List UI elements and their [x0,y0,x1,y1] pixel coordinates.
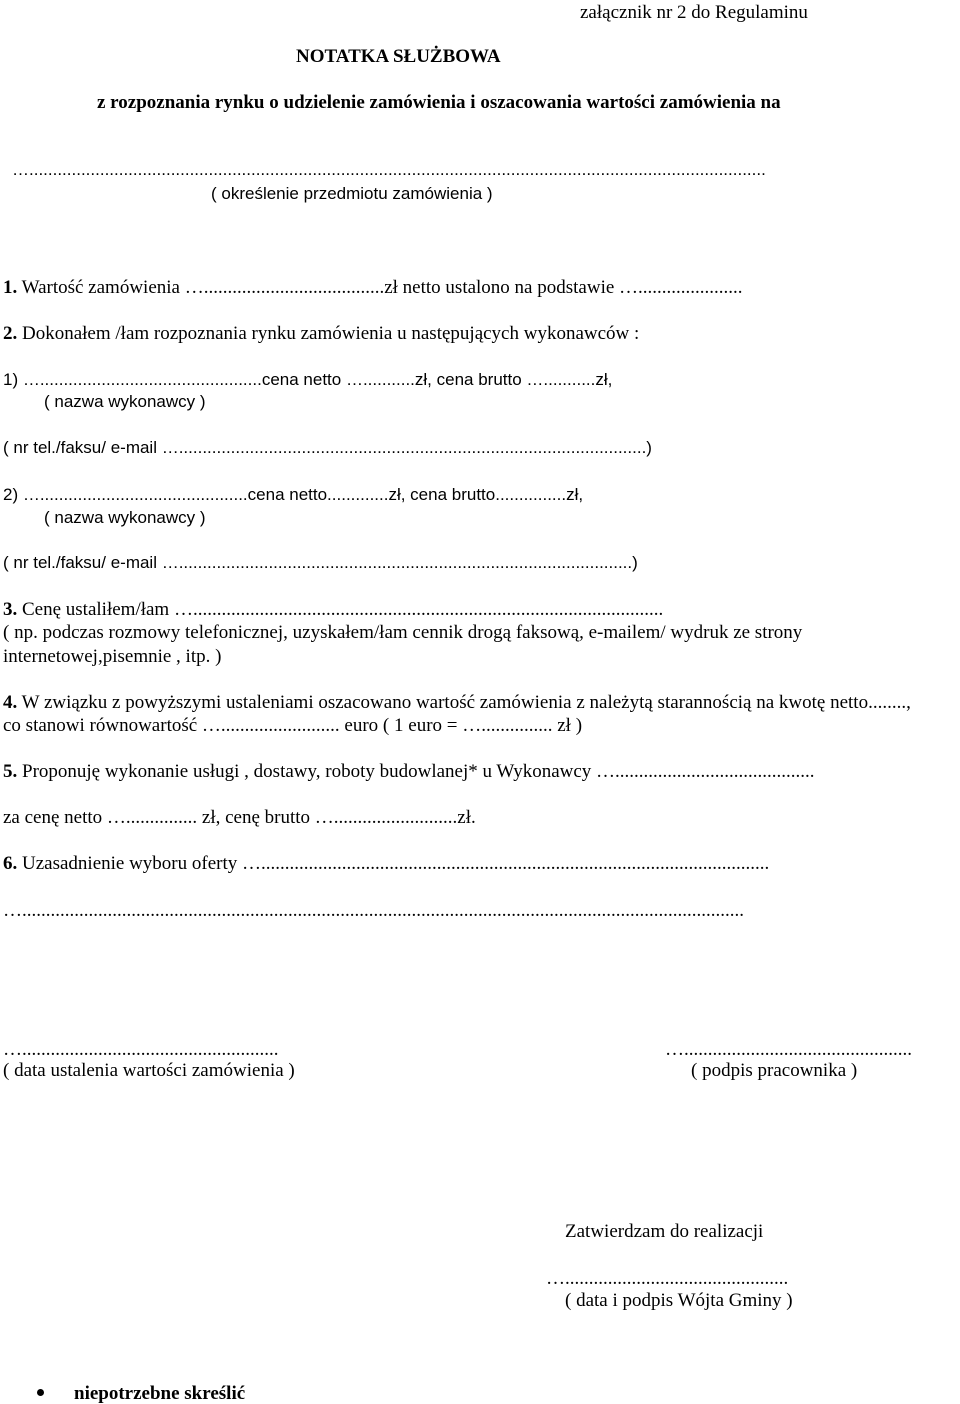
contractor-2-line: 2) …............................................cena netto.............zł, cena brutto...............zł, [3,485,584,504]
section-2-text: Dokonałem /łam rozpoznania rynku zamówienia u następujących wykonawców : [17,323,640,344]
document-title: NOTATKA SŁUŻBOWA [296,46,501,67]
section-5-line-2: za cenę netto …............... zł, cenę brutto …..........................zł. [3,807,476,828]
document-subtitle: z rozpoznania rynku o udzielenie zamówienia i oszacowania wartości zamówienia na [97,92,781,113]
section-2 [3,324,639,343]
section-6-line-1: Uzasadnienie wyboru oferty …........................................................................................................... [17,853,770,874]
section-1-number: 1. [3,277,18,298]
section-5-number: 5. [3,761,18,782]
contractor-1-name-caption: ( nazwa wykonawcy ) [44,392,206,411]
section-1-text: Wartość zamówienia …......................................zł netto ustalono na podstawie …...................... [17,277,743,298]
approval-signature-line: …............................................... [546,1268,789,1289]
contractor-2-name-caption: ( nazwa wykonawcy ) [44,508,206,527]
section-3-text: Cenę ustaliłem/łam …................................................................................................... [17,599,664,620]
section-4 [3,693,911,712]
section-4-line-1: W związku z powyższymi ustaleniami oszacowano wartość zamówienia z należytą starannością na kwotę netto........, [17,692,911,713]
section-3-number: 3. [3,599,18,620]
footnote-text: niepotrzebne skreślić [74,1383,246,1404]
section-6-number: 6. [3,853,18,874]
contractor-2-contact: ( nr tel./faksu/ e-mail …................................................................................................) [3,553,638,572]
section-3-note-line-2: internetowej,pisemnie , itp. ) [3,646,222,667]
contractor-1-contact: ( nr tel./faksu/ e-mail …...................................................................................................) [3,438,652,457]
section-4-line-2: co stanowi równowartość …......................... euro ( 1 euro = …............... zł ) [3,715,583,736]
section-2-number: 2. [3,323,18,344]
section-6-line-2: …........................................................................................................................................................ [3,900,744,921]
date-signature-caption: ( data ustalenia wartości zamówienia ) [3,1060,295,1081]
date-signature-line: …...................................................... [3,1039,279,1060]
employee-signature-line: …................................................ [665,1039,912,1060]
annex-label: załącznik nr 2 do Regulaminu [580,2,808,23]
section-5-line-1: Proponuję wykonanie usługi , dostawy, roboty budowlanej* u Wykonawcy ….......................................... [17,761,815,782]
section-3 [3,600,663,619]
section-6 [3,854,769,873]
approval-title: Zatwierdzam do realizacji [565,1221,764,1242]
contractor-1-line: 1) …...............................................cena netto …...........zł, cena brutto …...........zł, [3,370,613,389]
section-4-number: 4. [3,692,18,713]
section-5 [3,762,815,781]
subject-dots: …............................................................................................................................................................ [12,160,766,179]
bullet-icon [37,1389,44,1396]
approval-caption: ( data i podpis Wójta Gminy ) [565,1290,793,1311]
subject-caption: ( określenie przedmiotu zamówienia ) [211,184,493,203]
section-1 [3,278,743,297]
section-3-note-line-1: ( np. podczas rozmowy telefonicznej, uzyskałem/łam cennik drogą faksową, e-mailem/ wydruk ze strony [3,622,803,643]
employee-signature-caption: ( podpis pracownika ) [691,1060,858,1081]
